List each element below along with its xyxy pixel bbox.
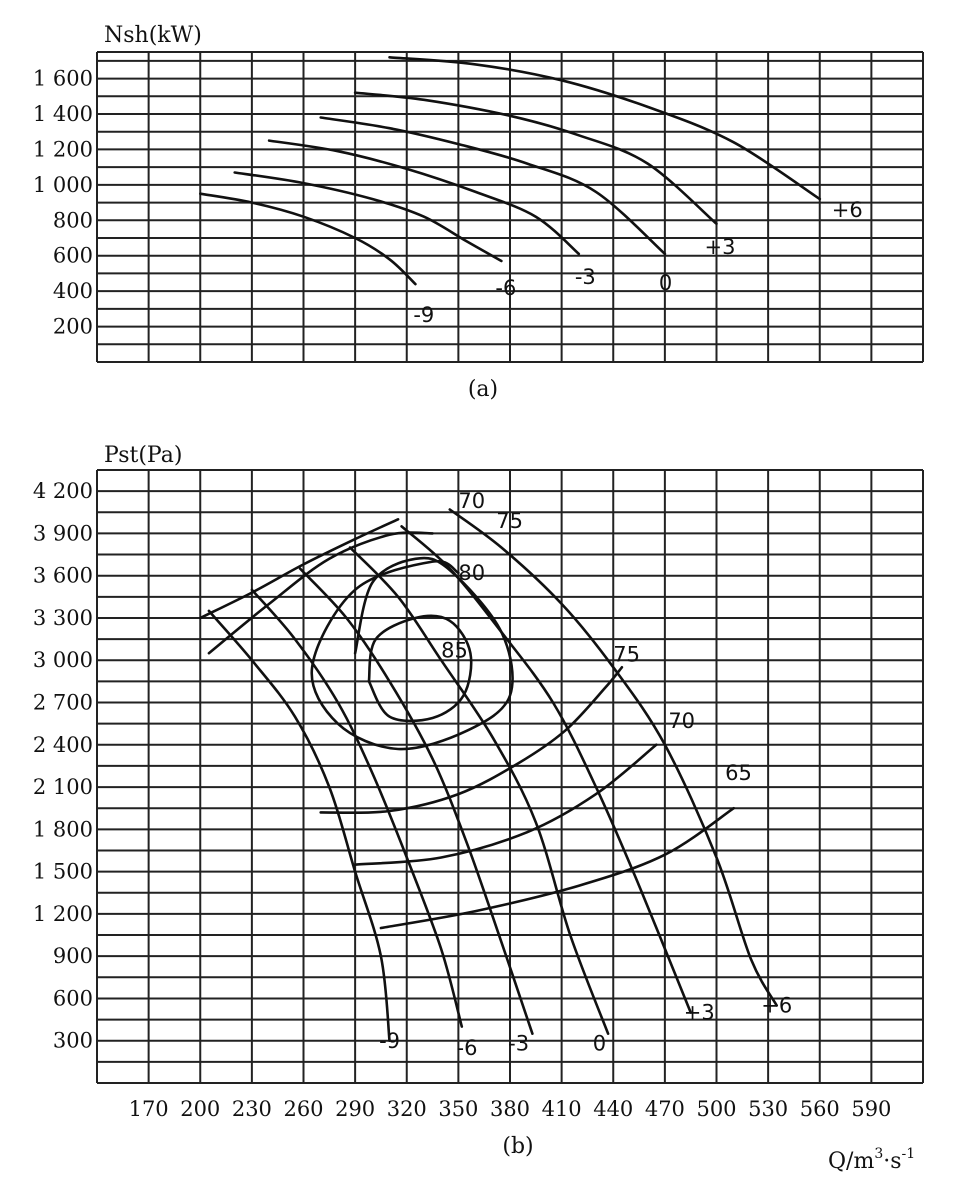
- x-tick-label: 170: [128, 1097, 169, 1121]
- x-axis-label-main: Q/m: [828, 1149, 875, 1174]
- y-tick-label: 3 300: [32, 605, 93, 630]
- x-tick-label: 440: [593, 1097, 634, 1121]
- y-tick-label: 600: [52, 243, 93, 268]
- y-tick-label: 2 700: [32, 690, 93, 715]
- x-tick-label: 230: [231, 1097, 272, 1121]
- x-tick-label: 320: [386, 1097, 427, 1121]
- curve-label: -6: [495, 276, 517, 301]
- pressure-curve-+3: [402, 526, 691, 1012]
- efficiency-label: 80: [458, 560, 486, 585]
- efficiency-curve-75: [209, 533, 433, 654]
- x-tick-label: 530: [748, 1097, 789, 1121]
- curve-label: -3: [574, 264, 596, 289]
- efficiency-label: 70: [668, 708, 696, 733]
- curve-label: +6: [761, 993, 793, 1018]
- x-axis-label-sup: 3: [874, 1146, 884, 1162]
- y-axis-label: Pst(Pa): [104, 443, 183, 468]
- efficiency-label: 75: [613, 642, 640, 667]
- y-tick-label: 1 000: [32, 172, 93, 197]
- efficiency-curve-65: [381, 808, 734, 928]
- static-pressure-chart-panel: [33, 443, 923, 1174]
- y-tick-label: 1 600: [32, 66, 93, 91]
- efficiency-label: 75: [496, 508, 523, 533]
- efficiency-label: 85: [441, 638, 468, 663]
- grid-vertical-lines: [97, 470, 923, 1083]
- power-chart-panel: [33, 23, 923, 402]
- y-tick-label: 1 800: [32, 817, 93, 842]
- curve-label: +6: [831, 198, 863, 223]
- x-tick-label: 410: [541, 1097, 582, 1121]
- y-tick-label: 800: [52, 208, 93, 233]
- y-tick-label: 900: [52, 944, 93, 969]
- efficiency-label: 65: [725, 761, 752, 786]
- subtitle-b: (b): [502, 1134, 534, 1159]
- subtitle-a: (a): [467, 377, 499, 402]
- curve-label: -9: [379, 1028, 401, 1053]
- y-tick-label: 3 000: [32, 648, 93, 673]
- y-tick-label: 400: [52, 279, 93, 304]
- x-tick-label: 380: [489, 1097, 531, 1121]
- curve-label: +3: [704, 234, 736, 259]
- curve-label: 0: [592, 1031, 607, 1056]
- y-tick-label: 3 600: [32, 563, 93, 588]
- x-tick-label: 200: [180, 1097, 221, 1121]
- x-tick-label: 560: [799, 1097, 840, 1121]
- pressure-curve--9: [209, 611, 390, 1041]
- y-tick-label: 600: [52, 986, 93, 1011]
- x-tick-label: 290: [335, 1097, 376, 1121]
- x-tick-label: 500: [696, 1097, 737, 1121]
- y-tick-label: 1 400: [32, 102, 93, 126]
- x-axis-label: [828, 1146, 915, 1174]
- efficiency-label: 70: [458, 489, 486, 514]
- curve-label: -9: [413, 303, 435, 328]
- y-tick-label: 300: [52, 1028, 93, 1053]
- power-curve--3: [269, 141, 579, 254]
- y-tick-label: 1 200: [32, 901, 93, 926]
- y-tick-label: 200: [52, 314, 93, 339]
- x-axis-label-sup: -1: [901, 1146, 916, 1162]
- curve-label: +3: [683, 1000, 715, 1025]
- curve-label: -3: [508, 1031, 530, 1056]
- x-tick-label: 470: [644, 1097, 685, 1121]
- y-tick-label: 2 400: [32, 732, 93, 757]
- efficiency-curve-85: [369, 616, 471, 721]
- x-tick-label: 590: [851, 1097, 892, 1121]
- curve-label: 0: [658, 270, 673, 295]
- y-tick-label: 1 200: [32, 137, 93, 162]
- x-tick-label: 260: [283, 1097, 324, 1121]
- y-tick-label: 3 900: [32, 521, 93, 546]
- x-axis-label-mid: ·s: [883, 1149, 902, 1174]
- curve-label: -6: [456, 1035, 478, 1060]
- y-tick-label: 1 500: [32, 859, 93, 884]
- x-tick-label: 350: [438, 1097, 479, 1121]
- y-tick-label: 2 100: [32, 775, 93, 800]
- y-tick-label: 4 200: [32, 479, 93, 504]
- grid-vertical-lines: [97, 52, 923, 362]
- y-axis-label: Nsh(kW): [104, 23, 202, 48]
- pressure-curve-0: [350, 548, 608, 1034]
